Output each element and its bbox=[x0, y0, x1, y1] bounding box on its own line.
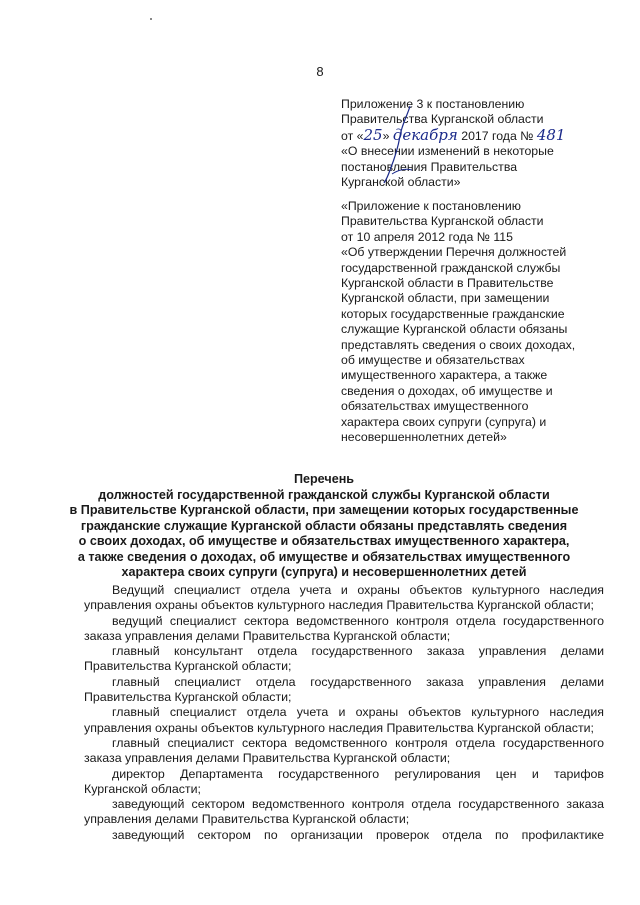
handwritten-month: декабря bbox=[392, 125, 458, 144]
heading-line: а также сведения о доходах, об имуществе и обязательствах имущественного bbox=[77, 549, 571, 564]
list-item-rest: заказа управления делами Правительства Курганской области; bbox=[84, 751, 451, 766]
heading-line: характера своих супруги (супруга) и несовершеннолетних детей bbox=[121, 565, 527, 579]
reference-block bbox=[341, 199, 611, 446]
heading-title: Перечень bbox=[293, 472, 355, 486]
date-prefix: от « bbox=[341, 128, 364, 143]
heading-line: о своих доходах, об имуществе и обязательствах имущественного характера, bbox=[78, 534, 570, 548]
list-item-rest: заказа управления делами Правительства Курганской области; bbox=[84, 628, 451, 643]
list-item-rest: Курганской области; bbox=[84, 781, 201, 796]
reference-line: несовершеннолетних детей» bbox=[341, 430, 507, 445]
list-item-first-line: главный специалист отдела учета и охраны объектов культурного наследия bbox=[112, 705, 604, 720]
list-item-first-line: главный специалист отдела государственного заказа управления делами bbox=[112, 674, 604, 689]
list-item bbox=[84, 797, 604, 828]
reference-line: которых государственные гражданские bbox=[341, 306, 565, 321]
list-item-first-line: главный консультант отдела государственного заказа управления делами bbox=[112, 644, 604, 659]
positions-list bbox=[84, 583, 604, 843]
list-item-first-line: Ведущий специалист отдела учета и охраны объектов культурного наследия bbox=[112, 583, 604, 597]
reference-line: служащие Курганской области обязаны bbox=[341, 322, 568, 337]
appendix-line: «О внесении изменений в некоторые bbox=[341, 144, 554, 159]
appendix-line: Курганской области» bbox=[341, 175, 461, 190]
scan-artifact bbox=[150, 18, 152, 20]
appendix-date-line bbox=[341, 125, 611, 144]
list-item bbox=[84, 828, 604, 843]
reference-line: характера своих супруги (супруга) и bbox=[341, 414, 547, 429]
appendix-line: Правительства Курганской области bbox=[341, 112, 544, 127]
heading-line: должностей государственной гражданской службы Курганской области bbox=[98, 487, 550, 502]
list-item bbox=[84, 736, 604, 767]
list-item-first-line: заведующий сектором ведомственного контроля отдела государственного заказа bbox=[112, 797, 604, 812]
appendix-line: Приложение 3 к постановлению bbox=[341, 97, 525, 111]
reference-line: Курганской области, при замещении bbox=[341, 291, 550, 306]
appendix-block bbox=[341, 97, 611, 190]
list-item-rest: управления охраны объектов культурного наследия Правительства Курганской области; bbox=[84, 598, 595, 613]
reference-line: об имуществе и обязательствах bbox=[341, 353, 525, 368]
list-item bbox=[84, 614, 604, 645]
list-item bbox=[84, 705, 604, 736]
reference-line: имущественного характера, а также bbox=[341, 368, 548, 383]
appendix-line: постановления Правительства bbox=[341, 159, 518, 174]
list-item-first-line: заведующий сектором по организации проверок отдела по профилактике bbox=[112, 827, 604, 842]
date-year: 2017 года № bbox=[457, 128, 537, 143]
list-item-rest: управления охраны объектов культурного наследия Правительства Курганской области; bbox=[84, 720, 595, 735]
reference-line: сведения о доходах, об имуществе и bbox=[341, 383, 553, 398]
reference-line: от 10 апреля 2012 года № 115 bbox=[341, 229, 513, 244]
date-mid: » bbox=[382, 128, 393, 143]
list-item-rest: Правительства Курганской области; bbox=[84, 690, 292, 705]
page-number: 8 bbox=[316, 64, 324, 79]
list-item-rest: Правительства Курганской области; bbox=[84, 659, 292, 674]
handwritten-number: 481 bbox=[536, 125, 566, 144]
list-item bbox=[84, 583, 604, 614]
reference-line: представлять сведения о своих доходах, bbox=[341, 337, 576, 352]
reference-line: Правительства Курганской области bbox=[341, 214, 544, 229]
list-item bbox=[84, 767, 604, 798]
heading-line: гражданские служащие Курганской области обязаны представлять сведения bbox=[80, 518, 568, 533]
reference-line: государственной гражданской службы bbox=[341, 260, 561, 275]
list-item-first-line: главный специалист сектора ведомственного контроля отдела государственного bbox=[112, 735, 604, 750]
list-item bbox=[84, 644, 604, 675]
reference-line: Курганской области в Правительстве bbox=[341, 276, 554, 291]
list-item-first-line: директор Департамента государственного регулирования цен и тарифов bbox=[112, 766, 604, 781]
reference-line: «Об утверждении Перечня должностей bbox=[341, 245, 567, 260]
list-heading bbox=[40, 472, 608, 581]
list-item bbox=[84, 675, 604, 706]
reference-line: обязательствах имущественного bbox=[341, 399, 529, 414]
heading-line: в Правительстве Курганской области, при замещении которых государственные bbox=[69, 503, 579, 517]
list-item-first-line: ведущий специалист сектора ведомственного контроля отдела государственного bbox=[112, 613, 604, 628]
handwritten-day: 25 bbox=[363, 125, 383, 144]
reference-line: «Приложение к постановлению bbox=[341, 199, 521, 213]
list-item-rest: управления делами Правительства Курганской области; bbox=[84, 812, 410, 827]
